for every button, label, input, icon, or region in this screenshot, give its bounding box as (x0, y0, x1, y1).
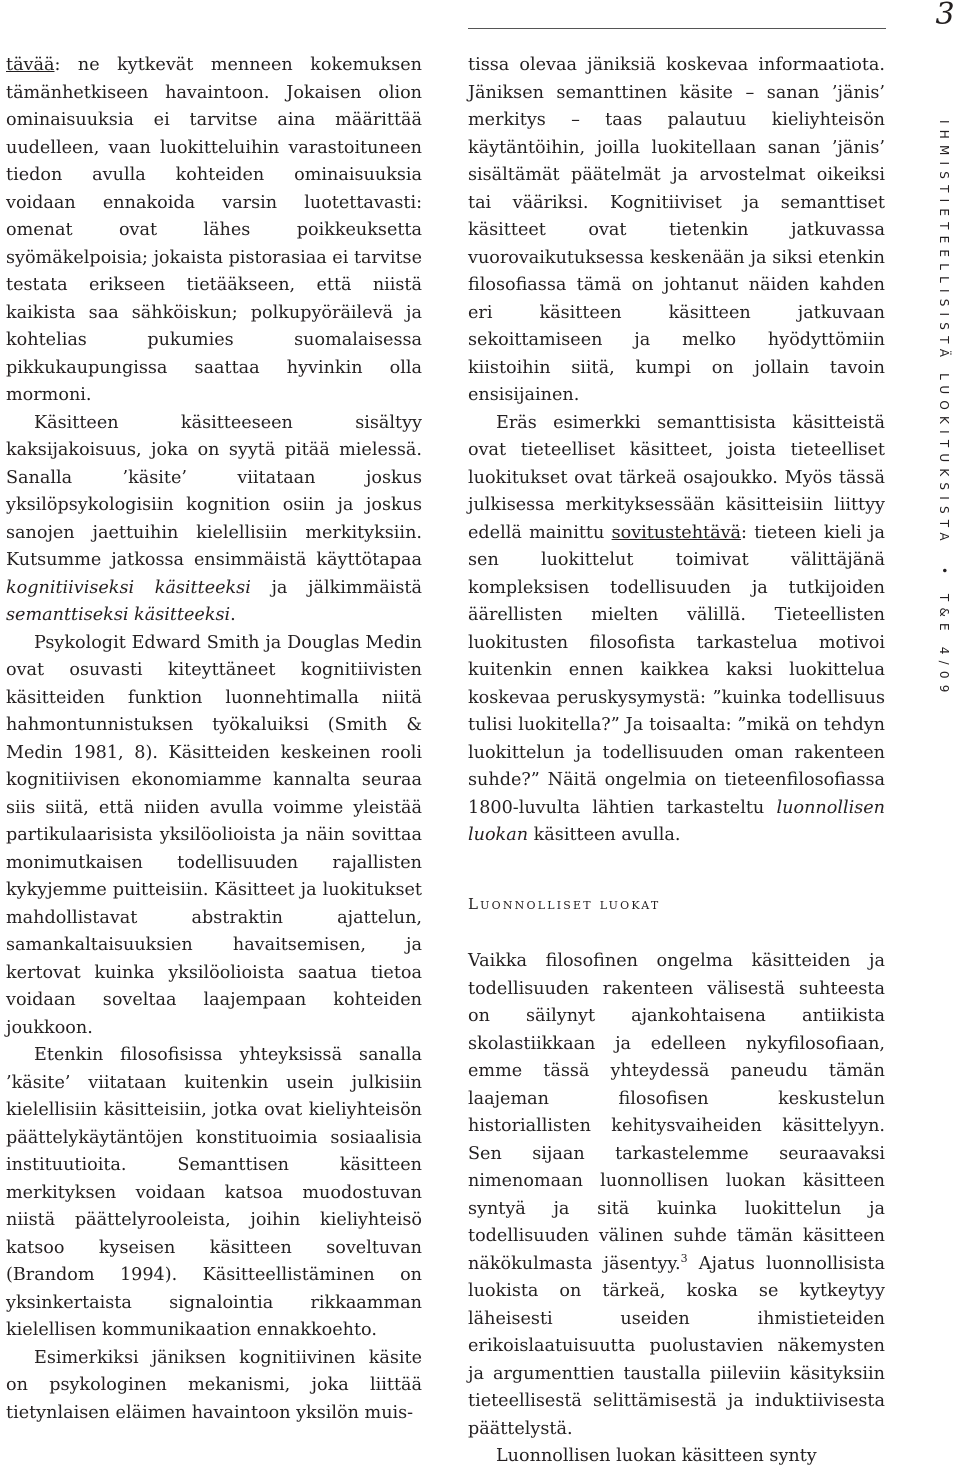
text: Ajatus luonnollisista luokista on tärkeä, koska se kytkeytyy läheisesti useiden ihmistieteiden erikoislaatuisuutta puolustavien näkemysten ja argumenttien taustalla piileviin käsityksiin tieteellisestä selittämisestä ja induktiivisesta päättelystä. (468, 1253, 885, 1439)
running-head (937, 120, 951, 699)
emphasis: luonnollisen luokan (468, 797, 885, 845)
underlined-text: sovitustehtävä (611, 522, 742, 543)
text: Käsitteen käsitteeseen sisältyy kaksijakoisuus, joka on syytä pitää mielessä. Sanalla ’käsite’ viitataan joskus yksilöpsykologisiin kognition osiin ja joskus sanojen jaettuihin kielellisiin merkityksiin. Kutsumme jatkossa ensimmäistä käyttötapaa (6, 412, 422, 570)
paragraph (468, 410, 885, 850)
text: . (230, 605, 236, 625)
running-head-section: IHMISTIETEELLISISTÄ LUOKITUKSISTA (937, 120, 951, 547)
text: ja jälkimmäistä (250, 577, 422, 598)
underlined-text: tävää (6, 55, 55, 75)
emphasis: semanttiseksi käsitteeksi (6, 605, 231, 625)
section-body (468, 948, 885, 1471)
text: Eräs esimerkki semanttisista käsitteistä ovat tieteelliset käsitteet, joista tieteelliset luokitukset ovat tärkeä osajoukko. Myös tässä julkisessa merkityksessään käsitteisiin liittyy edellä mainittu (468, 412, 885, 543)
paragraph: Etenkin filosofisissa yhteyksissä sanalla ’käsite’ viitataan kuitenkin usein julkisiin kielellisiin käsitteisiin, jotka ovat kieliyhteisön päättelykäytäntöjen konstituoimia sosiaalisia instituutioita. Semanttisen käsitteen merkityksen voidaan katsoa muodostuvan niistä päättelyrooleista, joihin kieliyhteisö katsoo kyseisen käsitteen soveltuvan (Brandom 1994). Käsitteellistäminen on yksinkertaista signalointia rikkaamman kielellisen kommunikaation ennakkoehto. (6, 1045, 422, 1340)
text: : ne kytkevät menneen kokemuksen tämänhetkiseen havaintoon. Jokaisen olion ominaisuuksia ei tarvitse aina määrittää uudelleen, vaan luokitteluihin varastoituneen tiedon avulla kohteiden ominaisuuksia voidaan ennakoida varsin luotettavasti: omenat ovat lähes poikkeuksetta syömäkelpoisia; jokaista pistorasiaa ei tarvitse testata erikseen tietääkseen, että niistä kaikista saa sähköiskun; polkupyöräilevä ja kohtelias pukumies suomalaisessa pikkukaupungissa saattaa hyvinkin olla mormoni. (6, 55, 422, 405)
text: käsitteen avulla. (528, 825, 681, 845)
paragraph: Psykologit Edward Smith ja Douglas Medin ovat osuvasti kiteyttäneet kognitiivisten käsitteiden funktion luonnehtimalla niitä hahmontunnistuksen työkaluiksi (Smith & Medin 1981, 8). Käsitteiden keskeinen rooli kognitiivisen ekonomiamme kannalta seuraa siis siitä, että niiden avulla voimme yleistää partikulaarisista yksilöolioista ja näin sovittaa monimutkaisen todellisuuden rajallisten kykyjemme puitteisiin. Käsitteet ja luokitukset mahdollistavat abstraktin ajattelun, samankaltaisuuksien havaitsemisen, ja kertovat kuinka yksilöolioista saatua tietoa voidaan soveltaa laajempaan kohteiden joukkoon. (6, 632, 422, 1038)
page-number: 3 (935, 0, 955, 32)
paragraph: Esimerkiksi jäniksen kognitiivinen käsite on psykologinen mekanismi, joka liittää tietynlaisen eläimen havaintoon yksilön muis- (6, 1347, 422, 1423)
running-head-separator: • (937, 566, 951, 574)
footnote-ref: 3 (680, 1251, 688, 1265)
text: Vaikka filosofinen ongelma käsitteiden ja todellisuuden rakenteen välisestä suhteesta on säilynyt ajankohtaisena antiikista skolastiikkaan ja edelleen nykyfilosofiaan, emme tässä yhteydessä paneudu tämän laajeman filosofisen keskustelun historiallisten kehitysvaiheiden käsittelyyn. Sen sijaan tarkastelemme seuraavaksi nimenomaan luonnollisen luokan käsitteen syntyä ja sitä kuinka luokittelun ja todellisuuden välinen suhde tämän käsitteen näkökulmasta jäsentyy. (468, 951, 885, 1274)
paragraph (468, 948, 885, 1443)
paragraph (6, 410, 422, 630)
section-heading: Luonnolliset luokat (468, 894, 661, 913)
emphasis: kognitiiviseksi käsitteeksi (6, 577, 251, 598)
paragraph (6, 52, 422, 410)
left-column (6, 52, 422, 1427)
running-head-issue: T&E 4/09 (937, 593, 951, 699)
right-column (468, 52, 885, 1471)
paragraph: Luonnollisen luokan käsitteen synty (496, 1446, 817, 1466)
header-rule (468, 0, 886, 29)
paragraph: tissa olevaa jäniksiä koskevaa informaatiota. Jäniksen semanttinen käsite – sanan ’jänis’ merkitys – taas palautuu kieliyhteisön käytäntöihin, joilla luokitellaan sanan ’jänis’ sisältämät päätelmät ja arvostelmat oikeiksi tai vääriksi. Kognitiiviset ja semanttiset käsitteet ovat tietenkin jatkuvassa vuorovaikutuksessa keskenään ja siksi etenkin filosofiassa tämä on johtanut näiden kahden eri käsitteen käsitteen jatkuvaan sekoittamiseen ja melko hyödyttömiin kiistoihin siitä, kumpi on jollain tavoin ensisijainen. (468, 55, 885, 405)
text: : tieteen kieli ja sen luokittelut toimivat välittäjänä kompleksisen todellisuuden ja tutkijoiden äärellisten mielten välillä. Tieteellisten luokitusten filosofista tarkastelua motivoi kuitenkin ennen kaikkea kaksi luokittelua koskevaa peruskysymystä: ”kuinka todellisuus tulisi luokitella?” Ja toisaalta: ”mikä on tehdyn luokittelun ja todellisuuden oman rakenteen suhde?” Näitä ongelmia on tieteenfilosofiassa 1800-luvulta lähtien tarkasteltu (468, 522, 886, 818)
